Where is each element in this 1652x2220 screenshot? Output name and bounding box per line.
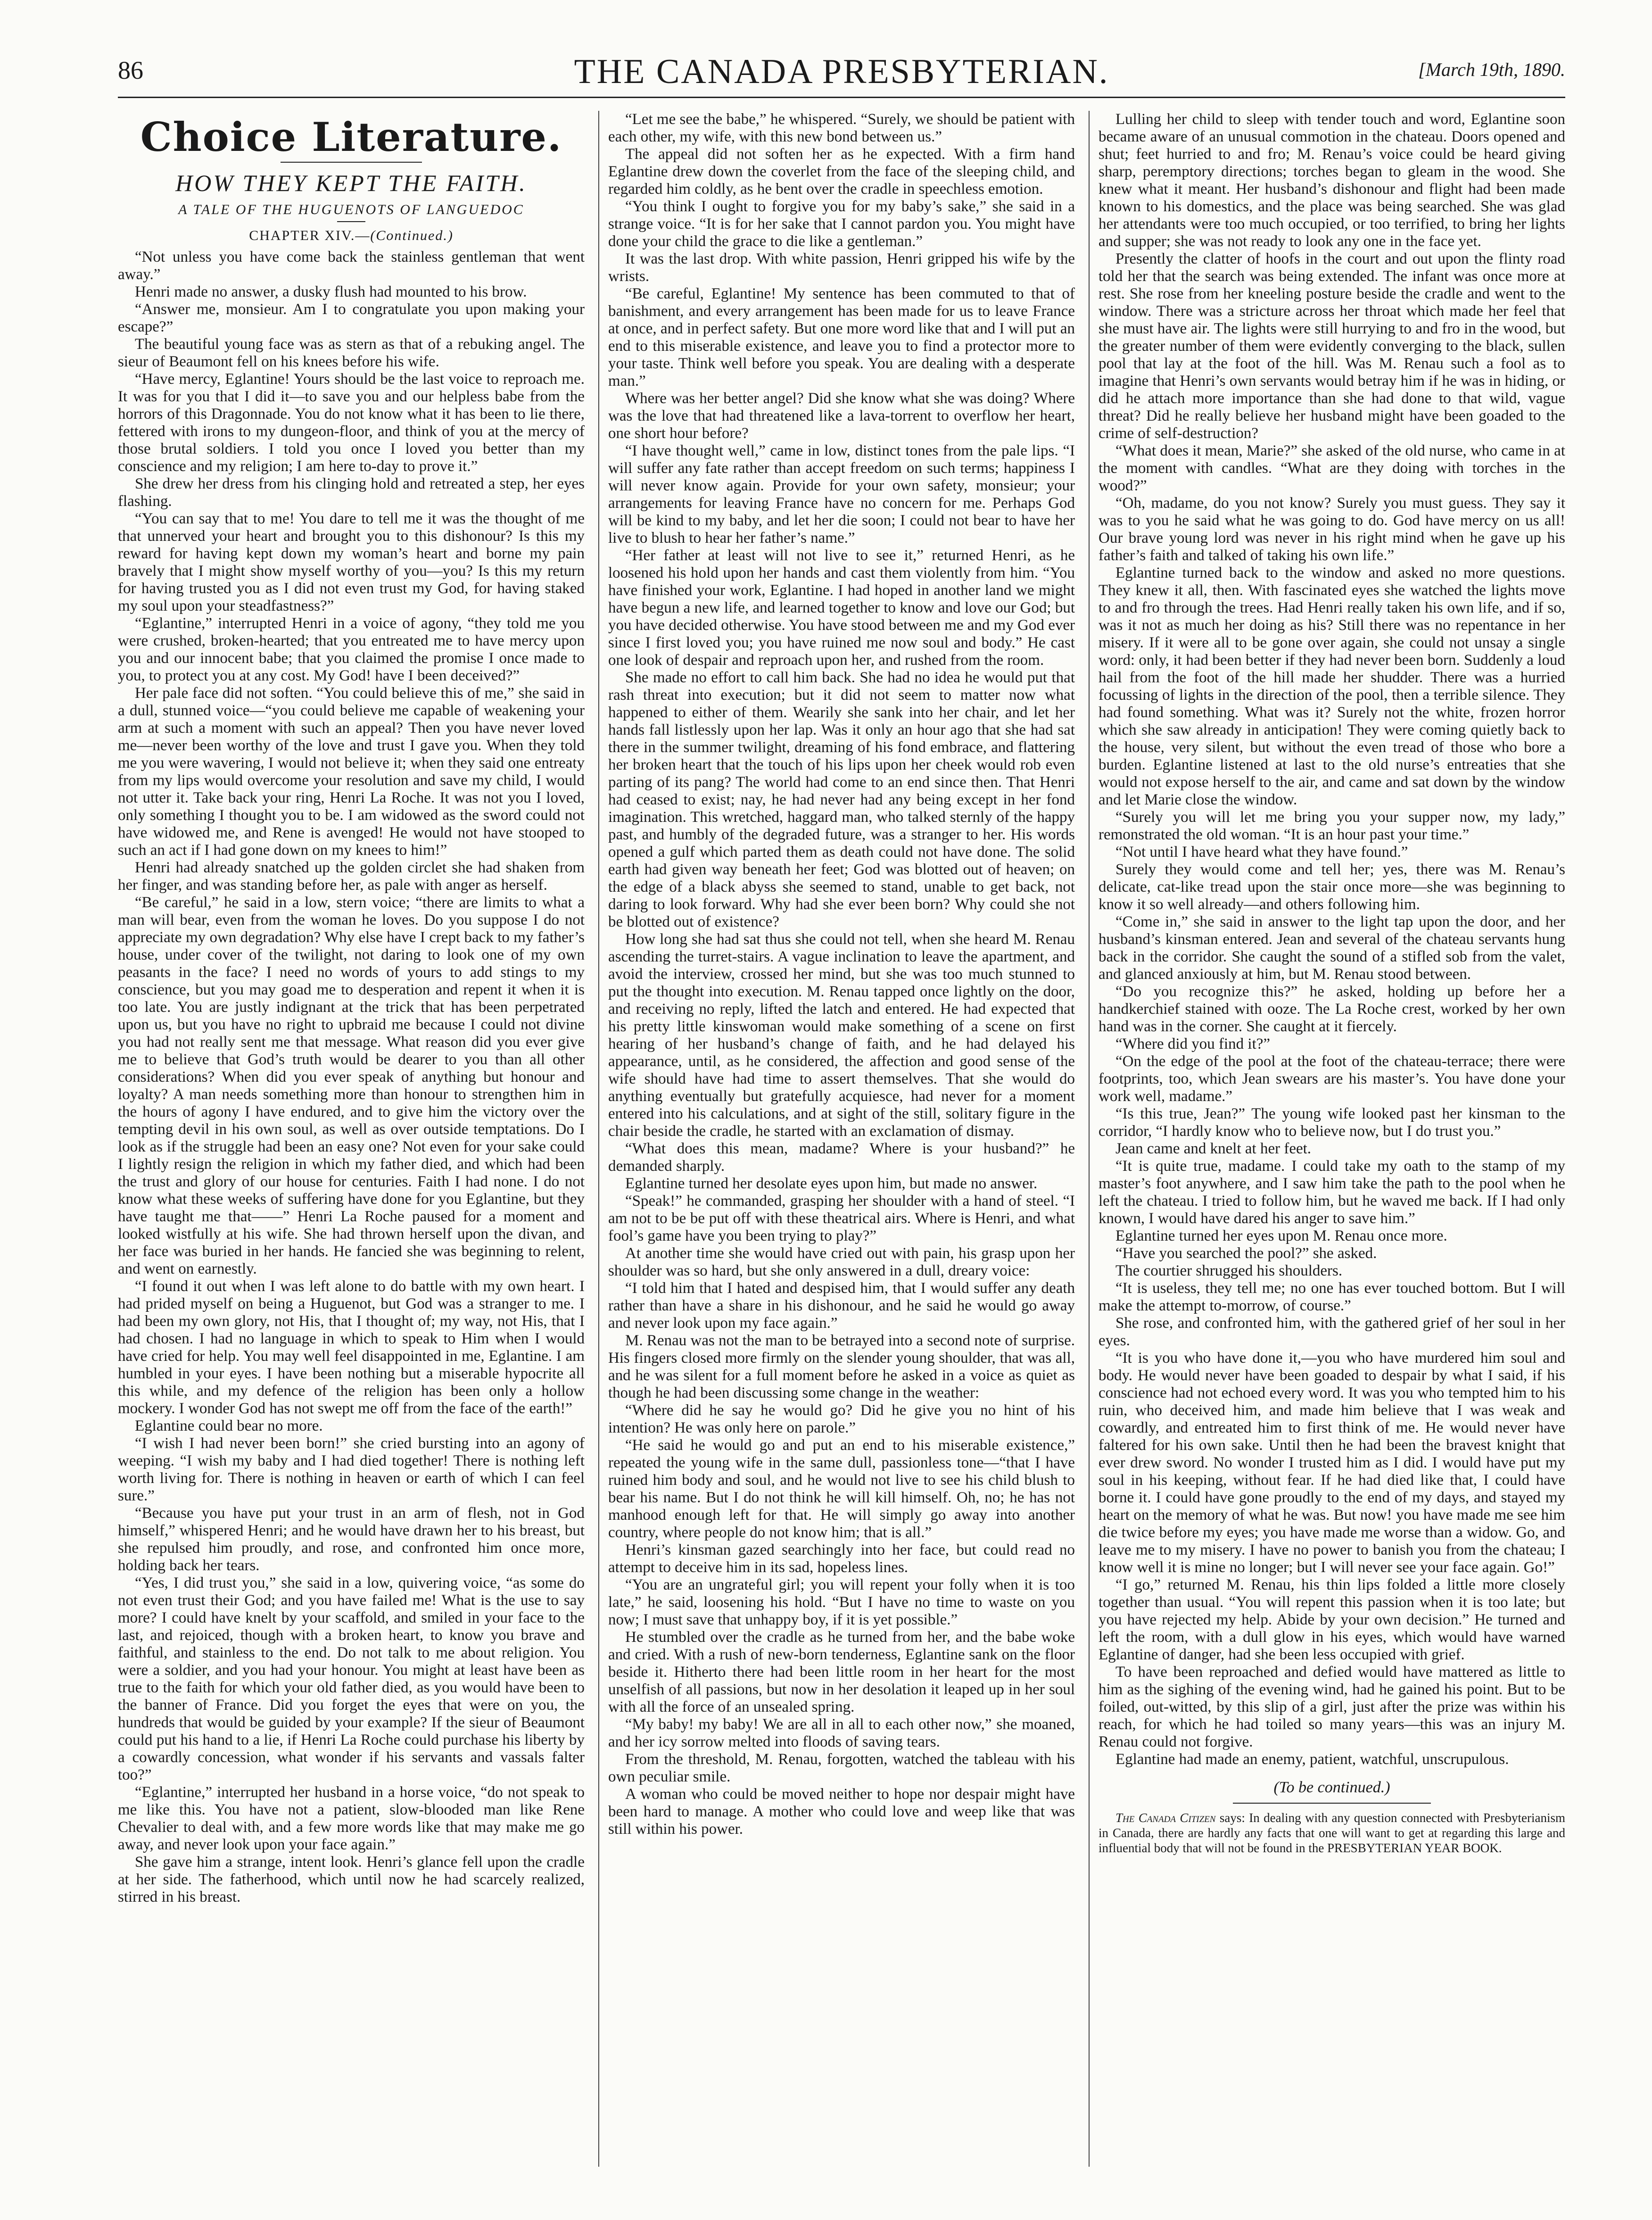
- paragraph: Presently the clatter of hoofs in the court and out upon the flinty road told her that the search was being extended. The infant was once more at rest. She rose from her kneeling posture beside the cradle and went to the window. There was a stricture across her throat which made her feel that she must have air. The lights were still hurrying to and fro in the wood, but the greater number of them were evidently converging to the black, sullen pool that lay at the foot of the hill. Was M. Renau such a fool as to imagine that Henri’s own servants would betray him if he was in hiding, or did he attach more importance than she had done to that wild, vague threat? Did he really believe her husband might have been goaded to the crime of self-destruction?: [1099, 250, 1565, 442]
- paragraph: Eglantine had made an enemy, patient, watchful, unscrupulous.: [1115, 1751, 1509, 1768]
- column-divider: [1089, 111, 1090, 2167]
- column-2-text: [608, 111, 1075, 1838]
- paragraph: To have been reproached and defied would have mattered as little to him as the sighing of the evening wind, had he gained his point. But to be foiled, out-witted, by this slip of a girl, just after the prize was within his reach, for which he had toiled so many years—this was an injury M. Renau could not forgive.: [1099, 1664, 1565, 1750]
- paragraph: “My baby! my baby! We are all in all to each other now,” she moaned, and her icy sorrow melted into floods of saving tears.: [608, 1716, 1075, 1750]
- note-text: says: In dealing with any question connected with Presbyterianism in Canada, there are hardly any facts that one will want to get at regarding this large and influential body that will not be found in the PRESBYTERIAN YEAR BOOK.: [1099, 1811, 1565, 1855]
- paragraph: She rose, and confronted him, with the gathered grief of her soul in her eyes.: [1099, 1315, 1565, 1349]
- paragraph: “I have thought well,” came in low, distinct tones from the pale lips. “I will suffer any fate rather than accept freedom on such terms; happiness I will never know again. Provide for your own safety, monsieur; your arrangements for leaving France have no concern for me. Perhaps God will be kind to my baby, and let her die soon; I could not bear to have her live to blush to hear her father’s name.”: [608, 442, 1075, 547]
- title-rule: [337, 221, 365, 222]
- page-number: 86: [118, 56, 143, 84]
- paragraph: Henri had already snatched up the golden circlet she had shaken from her finger, and was standing before her, as pale with anger as herself.: [118, 859, 585, 894]
- paragraph: Lulling her child to sleep with tender touch and word, Eglantine soon became aware of an unusual commotion in the chateau. Doors opened and shut; feet hurried to and fro; M. Renau’s voice could be heard giving sharp, peremptory directions; torches began to gleam in the wood. She knew what it meant. Her husband’s dishonour and flight had been made known to his domestics, and the place was being searched. She was glad her attendants were too much occupied, or too terrified, to bring her lights and supper; she was not ready to look any one in the face yet.: [1099, 111, 1565, 250]
- paragraph: “He said he would go and put an end to his miserable existence,” repeated the young wife in the same dull, passionless tone—“that I have ruined him body and soul, and he would not live to see his child blush to bear his name. But I do not think he will kill himself. Oh, no; he has not manhood enough left for that. He will simply go away into another country, where people do not know him; that is all.”: [608, 1437, 1075, 1541]
- paragraph: She drew her dress from his clinging hold and retreated a step, her eyes flashing.: [118, 475, 585, 510]
- column-3: [1099, 111, 1565, 2186]
- paragraph: “I wish I had never been born!” she cried bursting into an agony of weeping. “I wish my baby and I had died together! There is nothing left worth living for. There is nothing in heaven or earth of which I can feel sure.”: [118, 1435, 585, 1504]
- paragraph: “Eglantine,” interrupted her husband in a horse voice, “do not speak to me like this. You have not a patient, slow-blooded man like Rene Chevalier to deal with, and a few more words like that may make me go away, and never look upon your face again.”: [118, 1784, 585, 1853]
- paragraph: A woman who could be moved neither to hope nor despair might have been hard to manage. A mother who could love and weep like that was still within his power.: [608, 1786, 1075, 1838]
- paragraph: “What does this mean, madame? Where is your husband?” he demanded sharply.: [608, 1140, 1075, 1175]
- paragraph: “Is this true, Jean?” The young wife looked past her kinsman to the corridor, “I hardly know who to believe now, but I do trust you.”: [1099, 1105, 1565, 1140]
- paragraph: “Have you searched the pool?” she asked.: [1115, 1245, 1377, 1262]
- header-rule: [118, 97, 1565, 98]
- paragraph: Eglantine turned back to the window and asked no more questions. They knew it all, then. With fascinated eyes she watched the lights move to and fro through the trees. Had Henri really taken his own life, and if so, was it not as much her doing as his? Still there was no repentance in her misery. If it were all to be gone over again, she could not unsay a single word: only, it had been better if they had never been born. Suddenly a loud hail from the foot of the hill made her shudder. There was a hurried focussing of lights in the direction of the pool, then a terrible silence. They had found something. What was it? Surely not the white, frozen horror which she saw already in anticipation! They were coming quietly back to the house, very silent, but without the even tread of those who bore a burden. Eglantine listened at last to the old nurse’s entreaties that she would not expose herself to the air, and came and sat down by the window and let Marie close the window.: [1099, 564, 1565, 808]
- paragraph: From the threshold, M. Renau, forgotten, watched the tableau with his own peculiar smile.: [608, 1751, 1075, 1785]
- masthead: THE CANADA PRESBYTERIAN.: [574, 52, 1109, 91]
- editorial-note: [1099, 1810, 1565, 1856]
- story-title: HOW THEY KEPT THE FAITH.: [175, 170, 527, 196]
- heading-rule: [281, 162, 422, 163]
- column-3-text: [1099, 111, 1565, 1768]
- paragraph: At another time she would have cried out with pain, his grasp upon her shoulder was so hard, but she only answered in a dull, dreary voice:: [608, 1245, 1075, 1279]
- to-be-continued: (To be continued.): [1273, 1779, 1390, 1796]
- paragraph: “Not until I have heard what they have found.”: [1115, 844, 1408, 861]
- paragraph: She gave him a strange, intent look. Henri’s glance fell upon the cradle at her side. The fatherhood, which until now he had scarcely realized, stirred in his breast.: [118, 1854, 585, 1905]
- page-header: [118, 52, 1565, 94]
- paragraph: “What does it mean, Marie?” she asked of the old nurse, who came in at the moment with candles. “What are they doing with torches in the wood?”: [1099, 442, 1565, 494]
- paragraph: How long she had sat thus she could not tell, when she heard M. Renau ascending the turret-stairs. A vague inclination to leave the apartment, and avoid the interview, crossed her mind, but she was too much stunned to put the thought into execution. M. Renau tapped once lightly on the door, and receiving no reply, lifted the latch and entered. He had expected that his pretty little kinswoman would make something of a scene on first hearing of her husband’s change of faith, and he had delayed his appearance, until, as he considered, the affection and good sense of the wife should have had time to assert themselves. That she would do anything eventually but gratefully acquiesce, had never for a moment entered into his calculations, and at sight of the still, solitary figure in the chair beside the cradle, he started with an exclamation of dismay.: [608, 931, 1075, 1140]
- paragraph: “Oh, madame, do you not know? Surely you must guess. They say it was to you he said what he was going to do. God have mercy on us all! Our brave young lord was never in his right mind when he gave up his father’s faith and talked of taking his own life.”: [1099, 495, 1565, 564]
- paragraph: “Come in,” she said in answer to the light tap upon the door, and her husband’s kinsman entered. Jean and several of the chateau servants hung back in the corridor. She caught the sound of a stifled sob from the valet, and glanced anxiously at him, but M. Renau stood between.: [1099, 913, 1565, 983]
- chapter-continued: (Continued.): [370, 228, 454, 243]
- paragraph: “You think I ought to forgive you for my baby’s sake,” she said in a strange voice. “It is for her sake that I cannot pardon you. You might have done your child the grace to die like a gentleman.”: [608, 198, 1075, 250]
- column-2: [608, 111, 1075, 2186]
- paragraph: “Where did you find it?”: [1115, 1035, 1271, 1052]
- paragraph: “I told him that I hated and despised him, that I would suffer any death rather than have a share in his dishonour, and he said he would go away and never look upon my face again.”: [608, 1280, 1075, 1332]
- paragraph: “Let me see the babe,” he whispered. “Surely, we should be patient with each other, my wife, with this new bond between us.”: [608, 111, 1075, 145]
- paragraph: Where was her better angel? Did she know what she was doing? Where was the love that had threatened like a lava-torrent to overflow her heart, one short hour before?: [608, 390, 1075, 442]
- chapter-heading: [118, 227, 585, 245]
- paragraph: Her pale face did not soften. “You could believe this of me,” she said in a dull, stunned voice—“you could believe me capable of weakening your arm at such a moment with such an appeal? Then you have never loved me—never been worthy of the love and trust I gave you. When they told me you were wavering, I would not believe it; when they said one entreaty from my lips would overcome your resolution and save my child, I would not utter it. Take back your ring, Henri La Roche. It was not you I loved, only something I thought you to be. I am widowed as the sword could not have widowed me, and Rene is avenged! He would not have stooped to such an act if I had gone down on my knees to him!”: [118, 685, 585, 859]
- paragraph: He stumbled over the cradle as he turned from her, and the babe woke and cried. With a rush of new-born tenderness, Eglantine sank on the floor beside it. Hitherto there had been little room in her heart for the most unselfish of all passions, but now in her desolation it leaped up in her soul with all the force of an unsealed spring.: [608, 1629, 1075, 1715]
- paragraph: “Answer me, monsieur. Am I to congratulate you upon making your escape?”: [118, 301, 585, 335]
- paragraph: “Because you have put your trust in an arm of flesh, not in God himself,” whispered Henri; and he would have drawn her to his breast, but she repulsed him proudly, and rose, and confronted him once more, holding back her tears.: [118, 1505, 585, 1574]
- section-heading: Choice Literature.: [140, 114, 562, 160]
- paragraph: “On the edge of the pool at the foot of the chateau-terrace; there were footprints, too, which Jean swears are his master’s. You have done your work well, madame.”: [1099, 1053, 1565, 1105]
- paragraph: “Have mercy, Eglantine! Yours should be the last voice to reproach me. It was for you that I did it—to save you and our helpless babe from the horrors of this Dragonnade. You do not know what it has been to lie there, fettered with irons to my dungeon-floor, and think of you at the mercy of those brutal soldiers. I told you once I loved you better than my conscience and my religion; I am here to-day to prove it.”: [118, 371, 585, 475]
- paragraph: “Yes, I did trust you,” she said in a low, quivering voice, “as some do not even trust their God; and you have failed me! What is the use to say more? I could have knelt by your scaffold, and smiled in your face to the last, and rejoiced, though with a broken heart, to know you brave and faithful, and stainless to the end. Do not talk to me about religion. You were a soldier, and you had your honour. You might at least have been as true to the faith for which your old father died, as you would have been to the banner of France. Did you forget the eyes that were on you, the hundreds that would be guided by your example? If the sieur of Beaumont could put his hand to a lie, if Henri La Roche could purchase his liberty by a cowardly concession, what wonder if his servants and vassals falter too?”: [118, 1574, 585, 1783]
- paragraph: “You can say that to me! You dare to tell me it was the thought of me that unnerved your heart and brought you to this dishonour? Is this my reward for having kept down my woman’s heart and borne my pain bravely that I might show myself worthy of you—you? Is this my return for having trusted you as I did not even trust my God, for having staked my soul upon your steadfastness?”: [118, 510, 585, 614]
- paragraph: The beautiful young face was as stern as that of a rebuking angel. The sieur of Beaumont fell on his knees before his wife.: [118, 336, 585, 370]
- paragraph: Eglantine could bear no more.: [135, 1417, 323, 1434]
- issue-date: [March 19th, 1890.: [1418, 59, 1565, 80]
- column-1-text: [118, 249, 585, 1906]
- paragraph: “Be careful, Eglantine! My sentence has been commuted to that of banishment, and every arrangement has been made for us to leave France at once, and in perfect safety. But one more word like that and I will put an end to this miserable existence, and leave you to find a protector more to your taste. Think well before you speak. You are dealing with a desperate man.”: [608, 285, 1075, 389]
- paragraph: “Surely you will let me bring you your supper now, my lady,” remonstrated the old woman. “It is an hour past your time.”: [1099, 809, 1565, 843]
- paragraph: “Speak!” he commanded, grasping her shoulder with a hand of steel. “I am not to be be put off with these theatrical airs. Where is Henri, and what fool’s game have you been trying to play?”: [608, 1193, 1075, 1244]
- paragraph: Jean came and knelt at her feet.: [1115, 1140, 1312, 1157]
- paragraph: “Be careful,” he said in a low, stern voice; “there are limits to what a man will bear, even from the woman he loves. Do you suppose I do not appreciate my own degradation? Why else have I crept back to my father’s house, under cover of the twilight, not daring to look one of my own peasants in the face? I need no words of yours to add stings to my conscience, but you may goad me to desperation and repent it when it is too late. You are justly indignant at the trick that has been perpetrated upon us, but you have no right to upbraid me because I could not divine you had not really sent me that message. What reason did you ever give me to believe that God’s truth would be dearer to you than all other considerations? When did you ever speak of anything but honour and loyalty? A man needs something more than honour to strengthen him in the hours of agony I have endured, and to give him the victory over the tempting devil in his own soul, as well as over outside temptations. Do I look as if the struggle had been an easy one? Not even for your sake could I lightly resign the religion in which my father died, and which had been the trust and glory of our house for centuries. Faith I had none. I do not know what these weeks of suffering have done for you Eglantine, but they have taught me that——” Henri La Roche paused for a moment and looked wistfully at his wife. She had thrown herself upon the divan, and her face was buried in her hands. He fancied she was beginning to relent, and went on earnestly.: [118, 894, 585, 1277]
- paragraph: “It is useless, they tell me; no one has ever touched bottom. But I will make the attempt to-morrow, of course.”: [1099, 1280, 1565, 1314]
- paragraph: It was the last drop. With white passion, Henri gripped his wife by the wrists.: [608, 250, 1075, 285]
- paragraph: “Her father at least will not live to see it,” returned Henri, as he loosened his hold upon her hands and cast them violently from him. “You have finished your work, Eglantine. I had hoped in another land we might have begun a new life, and learned together to know and love our God; but you have decided otherwise. You have stood between me and my God ever since I first loved you; you have ruined me now soul and body.” He cast one look of despair and reproach upon her, and rushed from the room.: [608, 547, 1075, 669]
- paragraph: Henri made no answer, a dusky flush had mounted to his brow.: [135, 283, 527, 300]
- note-source: The Canada Citizen: [1115, 1811, 1216, 1825]
- paragraph: “Do you recognize this?” he asked, holding up before her a handkerchief stained with ooze. The La Roche crest, worked by her own hand was in the corner. She caught at it fiercely.: [1099, 983, 1565, 1035]
- column-1: [118, 111, 585, 2186]
- paragraph: “It is quite true, madame. I could take my oath to the stamp of my master’s foot anywhere, and I saw him take the path to the pool when he left the chateau. I tried to follow him, but he waved me back. If I had only known, I would have dared his anger to save him.”: [1099, 1158, 1565, 1227]
- paragraph: Henri’s kinsman gazed searchingly into her face, but could read no attempt to deceive him in its sad, hopeless lines.: [608, 1541, 1075, 1576]
- paragraph: The courtier shrugged his shoulders.: [1115, 1262, 1343, 1279]
- note-rule: [1233, 1803, 1431, 1804]
- paragraph: M. Renau was not the man to be betrayed into a second note of surprise. His fingers closed more firmly on the slender young shoulder, that was all, and he was silent for a full moment before he asked in a voice as quiet as though he had been discussing some change in the weather:: [608, 1332, 1075, 1401]
- paragraph: The appeal did not soften her as he expected. With a firm hand Eglantine drew down the coverlet from the face of the sleeping child, and regarded him coldly, as he bent over the cradle in speechless emotion.: [608, 146, 1075, 198]
- paragraph: Eglantine turned her eyes upon M. Renau once more.: [1115, 1227, 1447, 1244]
- paragraph: Eglantine turned her desolate eyes upon him, but made no answer.: [625, 1175, 1038, 1192]
- paragraph: “Not unless you have come back the stainless gentleman that went away.”: [118, 249, 585, 283]
- paragraph: “Eglantine,” interrupted Henri in a voice of agony, “they told me you were crushed, broken-hearted; that you entreated me to have mercy upon you and our innocent babe; that you claimed the promise I once made to you, to protect you at any cost. My God! have I been deceived?”: [118, 615, 585, 684]
- story-subtitle: A TALE OF THE HUGUENOTS OF LANGUEDOC: [178, 202, 524, 217]
- paragraph: She made no effort to call him back. She had no idea he would put that rash threat into execution; but it did not seem to matter now what happened to either of them. Wearily she sank into her chair, and let her hands fall listlessly upon her lap. Was it only an hour ago that she had sat there in the summer twilight, dreaming of his fond embrace, and flattering her broken heart that the touch of his lips upon her cheek would rob even parting of its pang? The world had come to an end since then. That Henri had ceased to exist; nay, he had never had any being except in her fond imagination. This wretched, haggard man, who talked sternly of the happy past, and humbly of the degraded future, was a stranger to her. His words opened a gulf which parted them as death could not have done. The solid earth had given way beneath her feet; God was blotted out of heaven; on the edge of a black abyss she seemed to stand, unable to get back, not daring to look forward. Why had she ever been born? Why could she not be blotted out of existence?: [608, 669, 1075, 930]
- paragraph: Surely they would come and tell her; yes, there was M. Renau’s delicate, cat-like tread upon the stair once more—she was beginning to know it so well already—and others following him.: [1099, 861, 1565, 913]
- paragraph: “It is you who have done it,—you who have murdered him soul and body. He would never have been goaded to despair by what I said, if his conscience had not echoed every word. It was you who tempted him to his ruin, who deceived him, and made him believe that I was weak and cowardly, and entreated him to first think of me. He would never have faltered for his own sake. Until then he had been the bravest knight that ever drew sword. No wonder I trusted him as I did. I would have put my soul in his keeping, without fear. If he had died like that, I could have borne it. I could have gone proudly to the end of my days, and stayed my heart on the memory of what he was. But now! you have made me see him die twice before my eyes; you have made me worse than a widow. Go, and leave me to my misery. I have no power to banish you from the chateau; I know well it is mine no longer; but I will never see your face again. Go!”: [1099, 1350, 1565, 1576]
- article-columns: [118, 111, 1565, 2186]
- paragraph: “Where did he say he would go? Did he give you no hint of his intention? He was only here on parole.”: [608, 1402, 1075, 1436]
- paragraph: “You are an ungrateful girl; you will repent your folly when it is too late,” he said, loosening his hold. “But I have no time to waste on you now; I must save that unhappy boy, if it is yet possible.”: [608, 1576, 1075, 1628]
- chapter-label: CHAPTER XIV.—: [249, 228, 371, 243]
- paragraph: “I go,” returned M. Renau, his thin lips folded a little more closely together than usual. “You will repent this passion when it is too late; but you have rejected my help. Abide by your own decision.” He turned and left the room, with a dull glow in his eyes, which would have warned Eglantine of danger, had she been less occupied with grief.: [1099, 1576, 1565, 1663]
- paragraph: “I found it out when I was left alone to do battle with my own heart. I had prided myself on being a Huguenot, but God was a stranger to me. I had been my own glory, not His, that I thought of; my way, not His, that I had chosen. I had no language in which to speak to Him when I would have cried for help. You may well feel disappointed in me, Eglantine. I am humbled in your eyes. I have been nothing but a miserable hypocrite all this while, and my defence of the religion has been only a hollow mockery. I wonder God has not swept me off from the face of the earth!”: [118, 1278, 585, 1417]
- column-divider: [598, 111, 599, 2167]
